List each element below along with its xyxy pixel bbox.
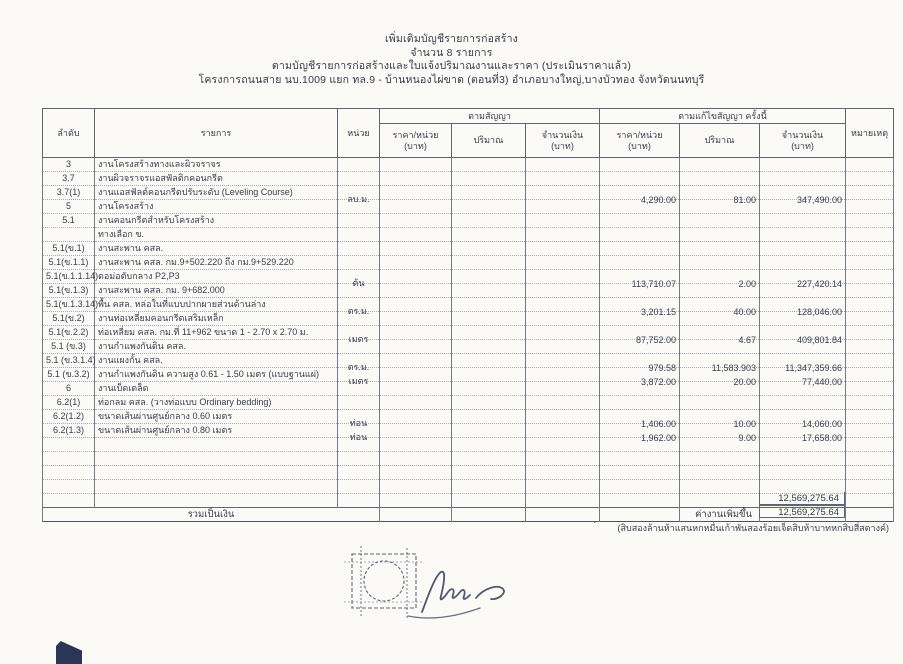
cell-cq [452, 200, 526, 214]
document-title-block [0, 33, 903, 87]
cell-item [95, 494, 338, 508]
table-row [43, 368, 894, 382]
header-contract-amount: จำนวนเงิน (บาท) [526, 124, 600, 158]
cell-rm [846, 242, 894, 256]
cell-ap [600, 494, 680, 508]
cell-aa: 11,347,359.66 [760, 354, 846, 368]
cell-aq: 81.00 [680, 186, 760, 200]
cell-cp [380, 326, 452, 340]
cell-cp [380, 466, 452, 480]
cell-aa: 17,658.00 [760, 424, 846, 438]
cell-ca [526, 312, 600, 326]
cell-cp [380, 284, 452, 298]
cell-ca [526, 368, 600, 382]
cell-ca [526, 340, 600, 354]
cell-cp [380, 452, 452, 466]
extra-work-amount-box: 12,569,275.64 [759, 505, 845, 518]
title-line-3: ตามบัญชีรายการก่อสร้างและใบแจ้งปริมาณงานและราคา (ประเมินราคาแล้ว) [271, 60, 632, 72]
cell-item: งานโครงสร้าง [95, 200, 338, 214]
cell-unit [338, 228, 380, 242]
cell-unit [338, 452, 380, 466]
cell-rm [846, 424, 894, 438]
cell-ca [526, 242, 600, 256]
cell-no [43, 466, 95, 480]
cell-ap [600, 214, 680, 228]
cell-aa [760, 452, 846, 466]
cell-item [95, 466, 338, 480]
cell-no: 5.1 (ข.3) [43, 340, 95, 354]
cell-unit: ต้น [338, 270, 380, 284]
table-row [43, 340, 894, 354]
cell-item: ทางเลือก ข. [95, 228, 338, 242]
table-row [43, 410, 894, 424]
table-row [43, 312, 894, 326]
cell-aa [760, 214, 846, 228]
cell-ap: 87,752.00 [600, 326, 680, 340]
cell-cq [452, 452, 526, 466]
cell-cq [452, 228, 526, 242]
table-row [43, 298, 894, 312]
scan-corner-artifact [56, 641, 82, 664]
cell-no: 6.2(1.3) [43, 424, 95, 438]
cell-cp [380, 354, 452, 368]
cell-cq [452, 270, 526, 284]
table-row [43, 200, 894, 214]
cell-cq [452, 438, 526, 452]
cell-rm [846, 382, 894, 396]
cell-cp [380, 424, 452, 438]
cell-item: งานเบ็ดเตล็ด [95, 382, 338, 396]
cell-no: 5.1(ข.1) [43, 242, 95, 256]
cell-ap [600, 256, 680, 270]
table-row [43, 438, 894, 452]
cell-no: 5.1(ข.1.1.14) [43, 270, 95, 284]
cell-rm [846, 172, 894, 186]
total-cell-remark [846, 508, 894, 522]
cell-cp [380, 396, 452, 410]
header-no: ลำดับ [43, 109, 95, 158]
cell-aq [680, 480, 760, 494]
cell-ca [526, 284, 600, 298]
table-row [43, 242, 894, 256]
cell-cp [380, 298, 452, 312]
cell-unit: ท่อน [338, 424, 380, 438]
cell-no: 5.1(ข.1.1) [43, 256, 95, 270]
cell-cq [452, 186, 526, 200]
total-cell-contract-price [380, 508, 452, 522]
table-row [43, 424, 894, 438]
cell-unit [338, 480, 380, 494]
header-contract-unit-price: ราคา/หน่วย (บาท) [380, 124, 452, 158]
cell-aq [680, 494, 760, 508]
cell-cp [380, 340, 452, 354]
cell-unit: ท่อน [338, 410, 380, 424]
cell-cq [452, 256, 526, 270]
cell-cq [452, 340, 526, 354]
cell-item: งานโครงสร้างทางและผิวจราจร [95, 158, 338, 172]
cell-aq: 40.00 [680, 298, 760, 312]
cell-no: 3.7(1) [43, 186, 95, 200]
cell-ca [526, 200, 600, 214]
table-row [43, 354, 894, 368]
cell-item: ท่อเหลี่ยม คสล. กม.ที่ 11+962 ขนาด 1 - 2.70 x 2.70 ม. [95, 326, 338, 340]
amount-in-words: (สิบสองล้านห้าแสนหกหมื่นเก้าพันสองร้อยเจ็ดสิบห้าบาทหกสิบสี่สตางค์) [617, 523, 889, 533]
total-cell-contract-qty [452, 508, 526, 522]
cell-cp [380, 270, 452, 284]
cell-cp [380, 200, 452, 214]
cell-rm [846, 438, 894, 452]
title-line-1: เพิ่มเติมบัญชีรายการก่อสร้าง [384, 33, 518, 45]
cell-cq [452, 396, 526, 410]
cell-no: 6.2(1.2) [43, 410, 95, 424]
cell-cp [380, 158, 452, 172]
cell-ap [600, 158, 680, 172]
cell-ca [526, 214, 600, 228]
cell-rm [846, 354, 894, 368]
cell-aq: 2.00 [680, 270, 760, 284]
cell-ca [526, 494, 600, 508]
table-row [43, 382, 894, 396]
table-row [43, 452, 894, 466]
cell-cp [380, 172, 452, 186]
cell-cq [452, 424, 526, 438]
table-row [43, 228, 894, 242]
cell-cq [452, 382, 526, 396]
cell-unit [338, 214, 380, 228]
cell-rm [846, 326, 894, 340]
cell-unit [338, 494, 380, 508]
cell-rm [846, 200, 894, 214]
cell-rm [846, 284, 894, 298]
cell-no: 5.1(ข.1.3.14) [43, 298, 95, 312]
cell-rm [846, 186, 894, 200]
cell-aa [760, 242, 846, 256]
cell-no: 5.1(ข.2) [43, 312, 95, 326]
cell-item: งานกำแพงกันดิน คสล. [95, 340, 338, 354]
cell-cp [380, 438, 452, 452]
table-row [43, 270, 894, 284]
cell-aa: 14,060.00 [760, 410, 846, 424]
cell-cp [380, 228, 452, 242]
cell-rm [846, 270, 894, 284]
cell-item [95, 480, 338, 494]
cell-ap: 4,290.00 [600, 186, 680, 200]
cell-ca [526, 480, 600, 494]
cell-aq [680, 242, 760, 256]
cell-item [95, 438, 338, 452]
cell-ap [600, 452, 680, 466]
cell-no [43, 494, 95, 508]
cell-cq [452, 354, 526, 368]
cell-unit [338, 242, 380, 256]
seal-stamp-icon [344, 546, 424, 618]
header-amendment-amount: จำนวนเงิน (บาท) [760, 124, 846, 158]
cell-aa [760, 228, 846, 242]
table-row [43, 396, 894, 410]
cell-item: งานกำแพงกันดิน ความสูง 0.61 - 1.50 เมตร (แบบฐานแผ่) [95, 368, 338, 382]
cell-ap [600, 242, 680, 256]
cell-ca [526, 172, 600, 186]
cell-unit [338, 466, 380, 480]
cell-ca [526, 452, 600, 466]
signature-icon [408, 572, 504, 618]
cell-no: 6.2(1) [43, 396, 95, 410]
table-row [43, 172, 894, 186]
cell-ca [526, 228, 600, 242]
cell-item: งานสะพาน คสล. กม. 9+682.000 [95, 284, 338, 298]
cell-cq [452, 242, 526, 256]
table-row [43, 326, 894, 340]
cell-aq [680, 452, 760, 466]
cell-cp [380, 410, 452, 424]
cell-ap: 1,406.00 [600, 410, 680, 424]
cell-ap: 113,710.07 [600, 270, 680, 284]
cell-ca [526, 396, 600, 410]
cell-cq [452, 466, 526, 480]
header-amendment-quantity: ปริมาณ [680, 124, 760, 158]
cell-ap: 1,962.00 [600, 424, 680, 438]
extra-work-label: ค่างานเพิ่มขึ้น [695, 509, 752, 520]
total-label-cell: รวมเป็นเงิน [43, 508, 380, 522]
header-contract-group: ตามสัญญา [380, 109, 600, 124]
cell-item: งานแผงกั้น คสล. [95, 354, 338, 368]
cell-cp [380, 214, 452, 228]
grand-total-amount-box: 12,569,275.64 [759, 492, 845, 505]
cell-ap [600, 172, 680, 186]
cell-cp [380, 368, 452, 382]
cell-unit [338, 172, 380, 186]
cell-no: 6 [43, 382, 95, 396]
cell-cp [380, 256, 452, 270]
cell-ca [526, 424, 600, 438]
cell-cq [452, 368, 526, 382]
cell-rm [846, 410, 894, 424]
cell-aq: 9.00 [680, 424, 760, 438]
header-unit: หน่วย [338, 109, 380, 158]
cell-ca [526, 466, 600, 480]
cell-ca [526, 270, 600, 284]
cell-aq [680, 466, 760, 480]
cell-aq [680, 396, 760, 410]
cell-no [43, 228, 95, 242]
cell-rm [846, 158, 894, 172]
table-row [43, 466, 894, 480]
cell-aa: 77,440.00 [760, 368, 846, 382]
table-row [43, 284, 894, 298]
cell-item [95, 452, 338, 466]
cell-aq [680, 214, 760, 228]
cell-aa [760, 172, 846, 186]
cell-cq [452, 312, 526, 326]
cell-ca [526, 354, 600, 368]
cell-item: งานท่อเหลี่ยมคอนกรีตเสริมเหล็ก [95, 312, 338, 326]
title-line-2: จำนวน 8 รายการ [410, 46, 493, 59]
header-remark: หมายเหตุ [846, 109, 894, 158]
cell-unit: เมตร [338, 326, 380, 340]
cell-cq [452, 284, 526, 298]
cell-cq [452, 214, 526, 228]
cell-ap [600, 480, 680, 494]
cell-aq: 10.00 [680, 410, 760, 424]
header-amendment-unit-price: ราคา/หน่วย (บาท) [600, 124, 680, 158]
construction-boq-table [42, 108, 894, 525]
cell-ca [526, 186, 600, 200]
cell-no [43, 438, 95, 452]
cell-ap: 3,872.00 [600, 368, 680, 382]
cell-item: พื้น คสล. หล่อในที่แบบปากผายส่วนด้านล่าง [95, 298, 338, 312]
cell-aq [680, 228, 760, 242]
cell-unit: เมตร [338, 368, 380, 382]
cell-item: งานคอนกรีตสำหรับโครงสร้าง [95, 214, 338, 228]
cell-rm [846, 312, 894, 326]
cell-rm [846, 228, 894, 242]
cell-aa [760, 256, 846, 270]
cell-aa [760, 158, 846, 172]
cell-cq [452, 326, 526, 340]
cell-no: 3.7 [43, 172, 95, 186]
cell-no: 5.1(ข.2.2) [43, 326, 95, 340]
title-line-4: โครงการถนนสาย นบ.1009 แยก ทล.9 - บ้านหนองไผ่ขาด (ตอนที่3) อำเภอบางใหญ่,บางบัวทอง จังหวัดนนทบุรี [198, 73, 705, 86]
cell-ap: 3,201.15 [600, 298, 680, 312]
cell-aa: 227,420.14 [760, 270, 846, 284]
cell-item: งานสะพาน คสล. [95, 242, 338, 256]
cell-cp [380, 242, 452, 256]
cell-aq: 20.00 [680, 368, 760, 382]
cell-aq: 4.67 [680, 326, 760, 340]
cell-rm [846, 452, 894, 466]
cell-ap [600, 466, 680, 480]
cell-no: 5.1(ข.1.3) [43, 284, 95, 298]
total-cell-contract-amount: . [526, 508, 600, 522]
cell-cq [452, 172, 526, 186]
cell-cp [380, 480, 452, 494]
cell-item: ขนาดเส้นผ่านศูนย์กลาง 0.60 เมตร [95, 410, 338, 424]
table-body [43, 158, 894, 508]
cell-aq [680, 172, 760, 186]
table-row [43, 158, 894, 172]
cell-aa: 128,046.00 [760, 298, 846, 312]
header-contract-quantity: ปริมาณ [452, 124, 526, 158]
cell-aa [760, 466, 846, 480]
cell-cq [452, 494, 526, 508]
cell-ca [526, 438, 600, 452]
cell-ca [526, 382, 600, 396]
cell-no: 5.1 (ข.3.2) [43, 368, 95, 382]
cell-aa [760, 396, 846, 410]
cell-rm [846, 494, 894, 508]
cell-cp [380, 186, 452, 200]
cell-cp [380, 382, 452, 396]
cell-rm [846, 368, 894, 382]
cell-item: ขนาดเส้นผ่านศูนย์กลาง 0.80 เมตร [95, 424, 338, 438]
cell-ca [526, 326, 600, 340]
cell-unit: ตร.ม. [338, 298, 380, 312]
header-item: รายการ [95, 109, 338, 158]
cell-cq [452, 158, 526, 172]
cell-rm [846, 396, 894, 410]
cell-ca [526, 158, 600, 172]
cell-cq [452, 410, 526, 424]
table-row [43, 186, 894, 200]
cell-ca [526, 410, 600, 424]
cell-aq: 11,583.903 [680, 354, 760, 368]
cell-cq [452, 298, 526, 312]
cell-item: งานสะพาน คสล. กม.9+502.220 ถึง กม.9+529.220 [95, 256, 338, 270]
cell-cp [380, 312, 452, 326]
cell-ap: 979.58 [600, 354, 680, 368]
cell-cq [452, 480, 526, 494]
table-row [43, 214, 894, 228]
cell-item: งานแอสฟัลต์คอนกรีตปรับระดับ (Leveling Course) [95, 186, 338, 200]
cell-ap [600, 228, 680, 242]
cell-aa: 347,490.00 [760, 186, 846, 200]
cell-no: 5.1 [43, 214, 95, 228]
cell-unit [338, 158, 380, 172]
cell-no: 5 [43, 200, 95, 214]
cell-rm [846, 256, 894, 270]
cell-rm [846, 298, 894, 312]
cell-rm [846, 340, 894, 354]
table-row [43, 256, 894, 270]
cell-item: ตอม่อตับกลาง P2,P3 [95, 270, 338, 284]
cell-rm [846, 214, 894, 228]
stamp-and-signature-area [336, 546, 551, 633]
cell-item: ท่อกลม คสล. (วางท่อแบบ Ordinary bedding) [95, 396, 338, 410]
cell-unit: ตร.ม. [338, 354, 380, 368]
cell-aq [680, 158, 760, 172]
cell-rm [846, 466, 894, 480]
cell-ca [526, 256, 600, 270]
cell-aq [680, 256, 760, 270]
header-amendment-group: ตามแก้ไขสัญญา ครั้งนี้ [600, 109, 846, 124]
cell-ap [600, 396, 680, 410]
cell-no [43, 452, 95, 466]
cell-unit: ลบ.ม. [338, 186, 380, 200]
cell-unit [338, 396, 380, 410]
cell-rm [846, 480, 894, 494]
cell-unit [338, 256, 380, 270]
cell-no: 5.1 (ข.3.1.4) [43, 354, 95, 368]
cell-cp [380, 494, 452, 508]
table-header [43, 109, 894, 158]
cell-aa: 409,801.84 [760, 326, 846, 340]
cell-ca [526, 298, 600, 312]
cell-item: งานผิวจราจรแอสฟัลติกคอนกรีต [95, 172, 338, 186]
cell-no [43, 480, 95, 494]
cell-no: 3 [43, 158, 95, 172]
